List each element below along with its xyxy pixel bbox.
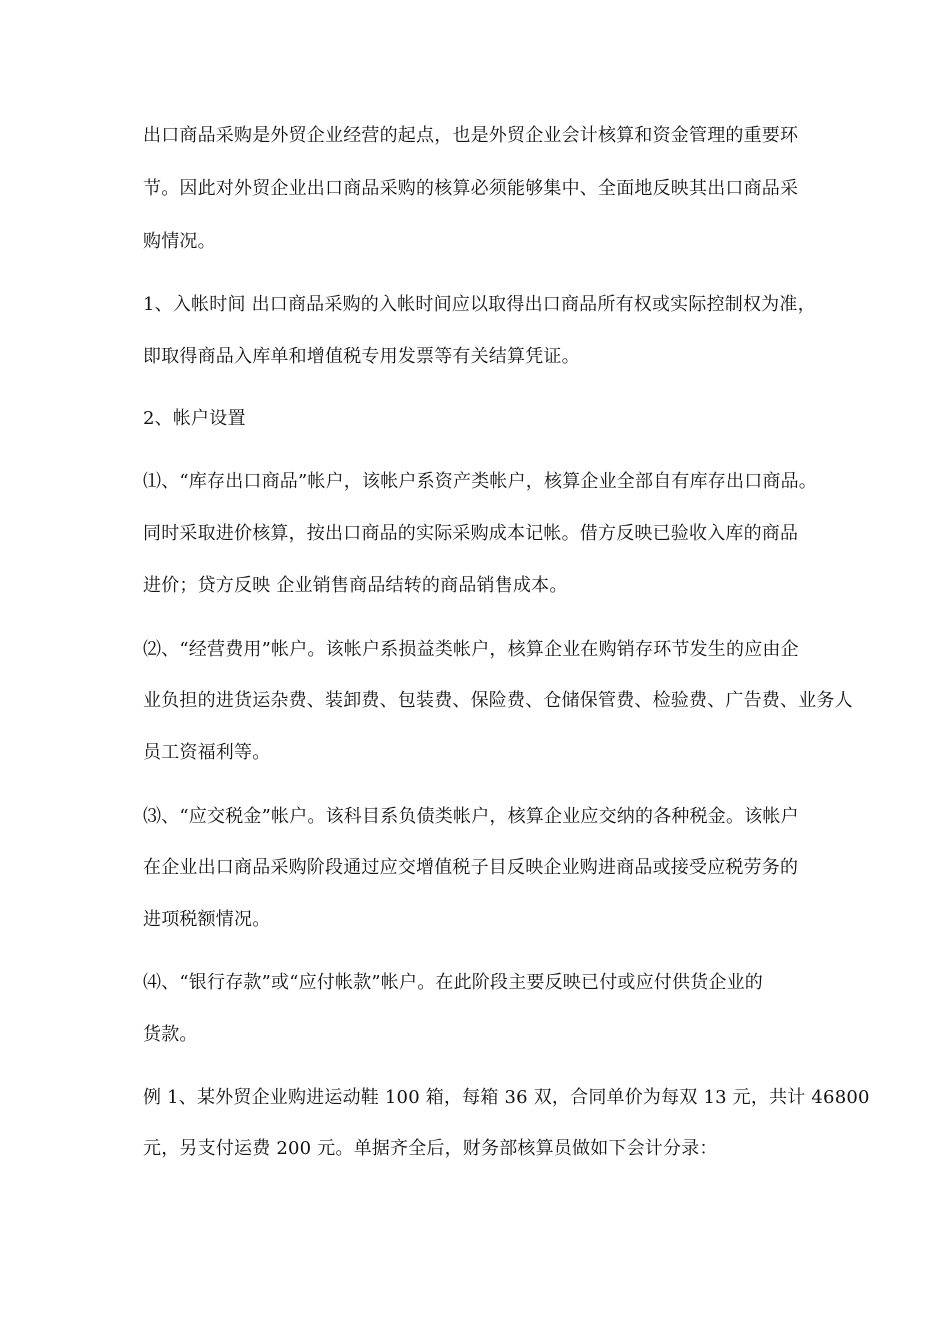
- section1-line-1: 1、入帐时间 出口商品采购的入帐时间应以取得出口商品所有权或实际控制权为准，: [143, 294, 816, 315]
- example1-line-2: 元，另支付运费 200 元。单据齐全后，财务部核算员做如下会计分录：: [143, 1138, 718, 1159]
- item1-line-1: ⑴、“库存出口商品”帐户，该帐户系资产类帐户，核算企业全部自有库存出口商品。: [143, 471, 818, 492]
- item4-line-1: ⑷、“银行存款”或“应付帐款”帐户。在此阶段主要反映已付或应付供货企业的: [143, 972, 764, 993]
- section1-line-2: 即取得商品入库单和增值税专用发票等有关结算凭证。: [143, 346, 580, 367]
- item1-line-2: 同时采取进价核算，按出口商品的实际采购成本记帐。借方反映已验收入库的商品: [143, 523, 799, 544]
- example1-line-1: 例 1、某外贸企业购进运动鞋 100 箱，每箱 36 双，合同单价为每双 13 元，共计 46800: [143, 1087, 870, 1108]
- item3-line-2: 在企业出口商品采购阶段通过应交增值税子目反映企业购进商品或接受应税劳务的: [143, 857, 799, 878]
- item2-line-1: ⑵、“经营费用”帐户。该帐户系损益类帐户，核算企业在购销存环节发生的应由企: [143, 639, 799, 660]
- item3-line-1: ⑶、“应交税金”帐户。该科目系负债类帐户，核算企业应交纳的各种税金。该帐户: [143, 806, 799, 827]
- intro-line-2: 节。因此对外贸企业出口商品采购的核算必须能够集中、全面地反映其出口商品采: [143, 178, 799, 199]
- item3-line-3: 进项税额情况。: [143, 909, 271, 930]
- section2-heading: 2、帐户设置: [143, 408, 246, 429]
- item2-line-2: 业负担的进货运杂费、装卸费、包装费、保险费、仓储保管费、检验费、广告费、业务人: [143, 690, 853, 711]
- item1-line-3: 进价；贷方反映 企业销售商品结转的商品销售成本。: [143, 575, 568, 596]
- intro-line-1: 出口商品采购是外贸企业经营的起点，也是外贸企业会计核算和资金管理的重要环: [143, 125, 799, 146]
- item4-line-2: 货款。: [143, 1024, 198, 1045]
- item2-line-3: 员工资福利等。: [143, 742, 271, 763]
- intro-line-3: 购情况。: [143, 231, 216, 252]
